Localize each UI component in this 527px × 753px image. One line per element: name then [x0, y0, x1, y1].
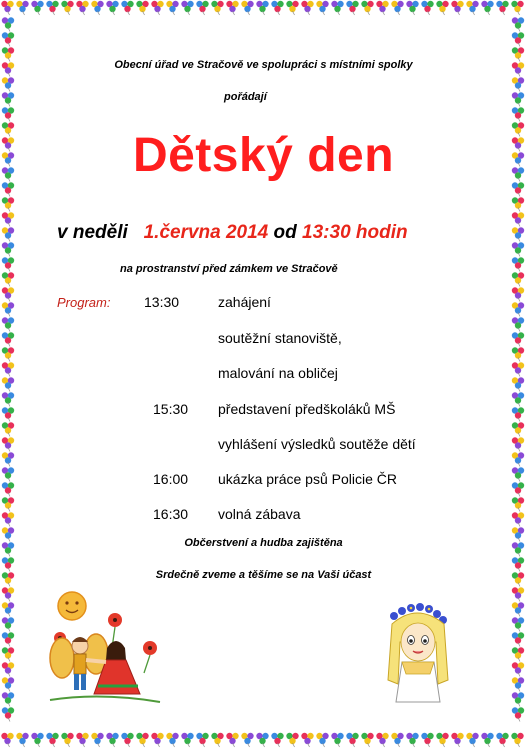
balloon-icon — [512, 497, 524, 511]
balloon-icon — [2, 692, 14, 706]
balloon-icon — [512, 602, 524, 616]
program-item: volná zábava — [218, 506, 301, 522]
balloon-icon — [512, 512, 524, 526]
balloon-icon — [2, 647, 14, 661]
balloon-icon — [2, 677, 14, 691]
balloon-icon — [2, 272, 14, 286]
balloon-icon — [512, 212, 524, 226]
balloon-icon — [301, 733, 313, 747]
balloon-icon — [181, 733, 193, 747]
balloon-icon — [2, 182, 14, 196]
balloon-icon — [76, 1, 88, 15]
balloon-border-top — [0, 0, 527, 16]
when-prefix: v neděli — [57, 222, 128, 243]
balloon-icon — [512, 467, 524, 481]
balloon-icon — [2, 362, 14, 376]
program-item: vyhlášení výsledků soutěže dětí — [218, 436, 416, 452]
balloon-border-right — [510, 16, 526, 732]
program-time: 15:30 — [153, 401, 189, 417]
balloon-icon — [512, 452, 524, 466]
program-item: soutěžní stanoviště, — [218, 330, 342, 346]
balloon-icon — [211, 1, 223, 15]
balloon-icon — [436, 733, 448, 747]
balloon-icon — [46, 733, 58, 747]
balloon-icon — [181, 1, 193, 15]
balloon-icon — [2, 92, 14, 106]
balloon-icon — [512, 377, 524, 391]
event-date: 1.června 2014 — [143, 222, 269, 243]
invitation-line: Srdečně zveme a těšíme se na Vaši účast — [155, 569, 372, 581]
balloon-icon — [2, 32, 14, 46]
balloon-icon — [361, 733, 373, 747]
balloon-icon — [512, 677, 524, 691]
balloon-icon — [2, 287, 14, 301]
balloon-icon — [2, 497, 14, 511]
balloon-icon — [286, 733, 298, 747]
balloon-icon — [286, 1, 298, 15]
balloon-icon — [31, 733, 43, 747]
balloon-icon — [512, 407, 524, 421]
balloon-icon — [361, 1, 373, 15]
balloon-icon — [2, 707, 14, 721]
balloon-icon — [2, 197, 14, 211]
event-when — [57, 222, 408, 244]
balloon-icon — [61, 1, 73, 15]
balloon-icon — [512, 662, 524, 676]
balloon-icon — [512, 197, 524, 211]
balloon-icon — [391, 733, 403, 747]
balloon-icon — [271, 733, 283, 747]
balloon-icon — [226, 1, 238, 15]
balloon-icon — [481, 1, 493, 15]
balloon-icon — [211, 733, 223, 747]
balloon-border-left — [0, 16, 16, 732]
balloon-icon — [2, 452, 14, 466]
balloon-icon — [2, 512, 14, 526]
balloon-icon — [16, 1, 28, 15]
balloon-icon — [2, 242, 14, 256]
balloon-icon — [2, 587, 14, 601]
balloon-icon — [151, 1, 163, 15]
balloon-icon — [512, 632, 524, 646]
balloon-icon — [2, 317, 14, 331]
boy-figure-icon — [72, 637, 88, 690]
balloon-icon — [2, 347, 14, 361]
balloon-icon — [466, 1, 478, 15]
balloon-icon — [106, 733, 118, 747]
balloon-icon — [436, 1, 448, 15]
balloon-icon — [271, 1, 283, 15]
balloon-icon — [376, 733, 388, 747]
event-time: 13:30 hodin — [302, 222, 408, 243]
balloon-icon — [2, 107, 14, 121]
balloon-icon — [496, 1, 508, 15]
balloon-icon — [2, 377, 14, 391]
balloon-icon — [391, 1, 403, 15]
balloon-icon — [226, 733, 238, 747]
balloon-icon — [2, 422, 14, 436]
balloon-icon — [2, 467, 14, 481]
when-from: od — [273, 222, 297, 243]
balloon-icon — [46, 1, 58, 15]
program-time: 16:00 — [153, 471, 189, 487]
balloon-icon — [406, 733, 418, 747]
balloon-icon — [106, 1, 118, 15]
balloon-icon — [2, 602, 14, 616]
balloon-icon — [166, 733, 178, 747]
balloon-icon — [16, 733, 28, 747]
program-item: představení předškoláků MŠ — [218, 401, 396, 417]
sun-icon — [58, 592, 86, 620]
balloon-icon — [331, 733, 343, 747]
balloon-icon — [31, 1, 43, 15]
program-time: 16:30 — [153, 506, 189, 522]
balloon-icon — [512, 242, 524, 256]
balloon-icon — [91, 733, 103, 747]
balloon-icon — [481, 733, 493, 747]
balloon-icon — [376, 1, 388, 15]
balloon-icon — [241, 733, 253, 747]
balloon-icon — [76, 733, 88, 747]
balloon-icon — [512, 32, 524, 46]
balloon-icon — [466, 733, 478, 747]
program-time: 13:30 — [144, 294, 180, 310]
balloon-icon — [512, 272, 524, 286]
balloon-icon — [136, 1, 148, 15]
balloon-icon — [2, 227, 14, 241]
balloon-icon — [512, 617, 524, 631]
balloon-icon — [2, 212, 14, 226]
balloon-icon — [512, 422, 524, 436]
balloon-icon — [196, 1, 208, 15]
balloon-icon — [511, 1, 523, 15]
balloon-icon — [241, 1, 253, 15]
balloon-icon — [2, 437, 14, 451]
balloon-icon — [331, 1, 343, 15]
balloon-icon — [512, 392, 524, 406]
balloon-icon — [512, 692, 524, 706]
balloon-icon — [166, 1, 178, 15]
balloon-icon — [512, 92, 524, 106]
program-item: malování na obličej — [218, 365, 338, 381]
balloon-icon — [2, 482, 14, 496]
balloon-icon — [512, 332, 524, 346]
girl-with-wreath-illustration — [382, 602, 452, 704]
balloon-icon — [256, 1, 268, 15]
balloon-icon — [136, 733, 148, 747]
balloon-icon — [2, 332, 14, 346]
balloon-icon — [496, 733, 508, 747]
balloon-icon — [2, 392, 14, 406]
balloon-icon — [512, 257, 524, 271]
balloon-icon — [2, 662, 14, 676]
balloon-icon — [256, 733, 268, 747]
event-place: na prostranství před zámkem ve Stračově — [120, 263, 338, 275]
balloon-icon — [196, 733, 208, 747]
balloon-icon — [2, 407, 14, 421]
balloon-icon — [1, 1, 13, 15]
balloon-icon — [512, 227, 524, 241]
balloon-icon — [512, 707, 524, 721]
refreshments-line: Občerstvení a hudba zajištěna — [184, 537, 343, 549]
balloon-icon — [316, 733, 328, 747]
balloon-icon — [1, 733, 13, 747]
balloon-icon — [2, 302, 14, 316]
balloon-icon — [301, 1, 313, 15]
balloon-icon — [421, 1, 433, 15]
program-label: Program: — [57, 295, 111, 310]
balloon-icon — [512, 482, 524, 496]
balloon-icon — [512, 107, 524, 121]
balloon-icon — [2, 632, 14, 646]
balloon-icon — [406, 1, 418, 15]
balloon-icon — [512, 287, 524, 301]
balloon-icon — [512, 317, 524, 331]
balloon-icon — [121, 733, 133, 747]
balloon-icon — [2, 257, 14, 271]
balloon-icon — [346, 733, 358, 747]
balloon-icon — [2, 17, 14, 31]
balloon-icon — [451, 733, 463, 747]
balloon-icon — [512, 17, 524, 31]
balloon-icon — [512, 647, 524, 661]
balloon-icon — [512, 182, 524, 196]
balloon-icon — [2, 617, 14, 631]
balloon-icon — [512, 302, 524, 316]
balloon-icon — [512, 362, 524, 376]
balloon-icon — [512, 77, 524, 91]
balloon-icon — [421, 733, 433, 747]
balloon-icon — [346, 1, 358, 15]
balloon-icon — [61, 733, 73, 747]
presents-line: pořádají — [224, 91, 267, 103]
balloon-icon — [511, 733, 523, 747]
program-item: zahájení — [218, 294, 271, 310]
balloon-icon — [316, 1, 328, 15]
balloon-icon — [451, 1, 463, 15]
balloon-icon — [2, 77, 14, 91]
balloon-icon — [91, 1, 103, 15]
balloon-icon — [512, 587, 524, 601]
organizer-line: Obecní úřad ve Stračově ve spolupráci s místními spolky — [114, 59, 413, 71]
sun-and-children-illustration — [40, 588, 170, 713]
balloon-icon — [151, 733, 163, 747]
balloon-icon — [512, 347, 524, 361]
balloon-icon — [512, 437, 524, 451]
poster-title: Dětský den — [132, 129, 395, 182]
balloon-border-bottom — [0, 732, 527, 748]
balloon-icon — [121, 1, 133, 15]
program-item: ukázka práce psů Policie ČR — [218, 471, 397, 487]
